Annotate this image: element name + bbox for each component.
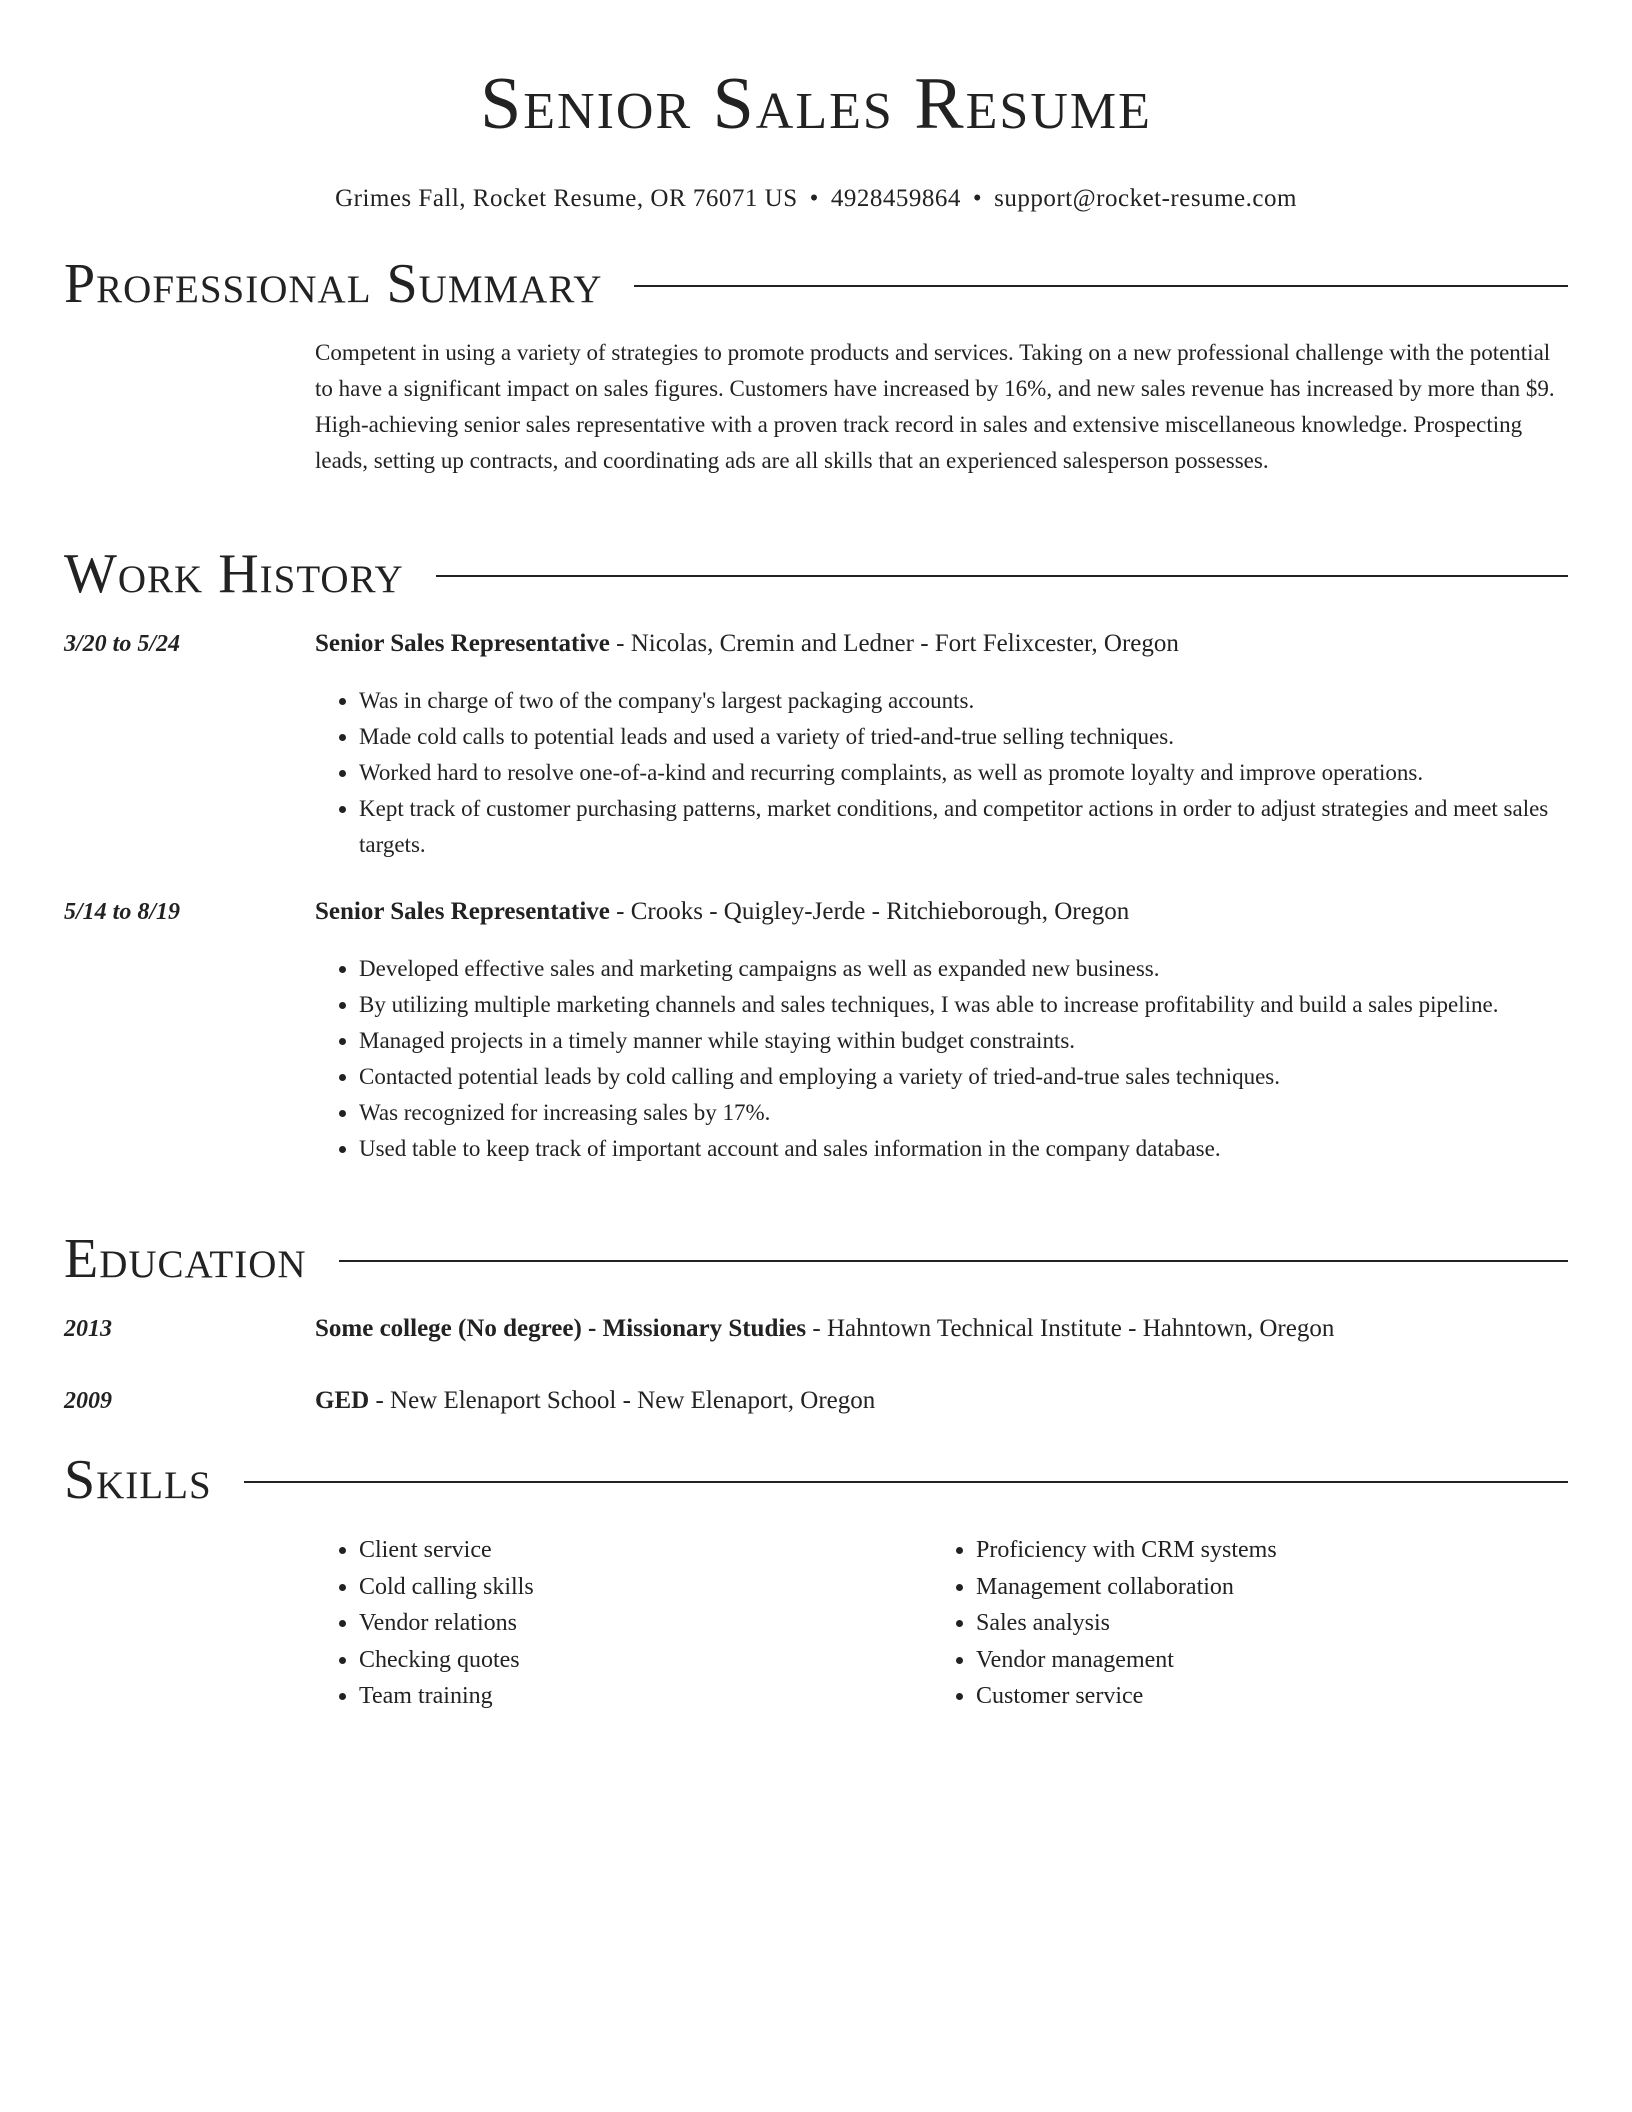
job-bullet: • By utilizing multiple marketing channels and sales techniques, I was able to increase profitability and build a sales pipeline. [359,987,1612,1023]
skill-item: • Team training [359,1678,929,1715]
contact-line [64,183,1568,215]
skills-section-header [64,1448,1568,1512]
resume-page [64,0,1568,1709]
section-divider [436,575,1568,577]
job-role: Senior Sales Representative [315,898,610,925]
education-entry [315,1313,1568,1345]
education-degree: GED [315,1387,370,1414]
summary-section-title: Professional Summary [64,253,603,315]
section-divider [634,285,1568,287]
summary-section-header [64,252,1568,316]
job-heading [315,628,1568,660]
skill-item: • Sales analysis [976,1605,1576,1642]
resume-title: Senior Sales Resume [480,63,1152,145]
job-bullet: • Used table to keep track of important account and sales information in the company database. [359,1131,1612,1167]
education-entry [315,1385,1568,1417]
skills-list-left [315,1532,929,1715]
section-divider [244,1481,1568,1483]
job-bullet-list [315,951,1612,1167]
education-degree: Some college (No degree) - Missionary Studies [315,1315,807,1342]
resume-header [64,0,1568,215]
skills-section-title: Skills [64,1449,212,1511]
contact-separator: • [972,185,983,212]
skill-item: • Vendor relations [359,1605,929,1642]
skill-item: • Client service [359,1532,929,1569]
contact-email: support@rocket-resume.com [994,185,1297,212]
job-bullet: • Was recognized for increasing sales by 17%. [359,1095,1612,1131]
contact-phone: 4928459864 [830,185,961,212]
skill-item: • Checking quotes [359,1642,929,1679]
job-bullet: • Worked hard to resolve one-of-a-kind and recurring complaints, as well as promote loyalty and improve operations. [359,755,1612,791]
contact-separator: • [809,185,819,212]
education-section-title: Education [64,1228,307,1290]
education-year: 2013 [64,1316,112,1342]
education-details: - New Elenaport School - New Elenaport, Oregon [369,1387,876,1414]
education-year: 2009 [64,1388,112,1414]
job-details: - Nicolas, Cremin and Ledner - Fort Felixcester, Oregon [609,630,1179,657]
job-bullet: • Made cold calls to potential leads and used a variety of tried-and-true selling techniques. [359,719,1612,755]
skills-list-right [932,1532,1576,1715]
job-bullet: • Contacted potential leads by cold calling and employing a variety of tried-and-true sales techniques. [359,1059,1612,1095]
job-heading [315,896,1568,928]
job-dates: 5/14 to 8/19 [64,899,181,925]
job-role: Senior Sales Representative [315,630,610,657]
job-bullet: • Was in charge of two of the company's largest packaging accounts. [359,683,1612,719]
job-bullet: • Kept track of customer purchasing patterns, market conditions, and competitor actions in order to adjust strategies and meet sales targets. [359,791,1612,863]
summary-text: Competent in using a variety of strategies to promote products and services. Taking on a new professional challenge with the potential to have a significant impact on sales figures. Customers have increased by 16%, and new sales revenue has increased by more than $9. High-achieving senior sales representative with a proven track record in sales and extensive miscellaneous knowledge. Prospecting leads, setting up contracts, and coordinating ads are all skills that an experienced salesperson possesses. [315,340,1555,473]
job-dates: 3/20 to 5/24 [64,631,181,657]
education-section-header [64,1227,1568,1291]
section-divider [339,1260,1568,1262]
job-bullet: • Developed effective sales and marketing campaigns as well as expanded new business. [359,951,1612,987]
skill-item: • Management collaboration [976,1569,1576,1606]
skill-item: • Proficiency with CRM systems [976,1532,1576,1569]
skill-item: • Cold calling skills [359,1569,929,1606]
contact-address: Grimes Fall, Rocket Resume, OR 76071 US [335,185,798,212]
job-bullet: • Managed projects in a timely manner while staying within budget constraints. [359,1023,1612,1059]
skill-item: • Vendor management [976,1642,1576,1679]
education-details: - Hahntown Technical Institute - Hahntown, Oregon [806,1315,1335,1342]
skill-item: • Customer service [976,1678,1576,1715]
work-section-header [64,542,1568,606]
job-bullet-list [315,683,1612,863]
job-details: - Crooks - Quigley-Jerde - Ritchieborough, Oregon [609,898,1130,925]
work-section-title: Work History [64,543,404,605]
